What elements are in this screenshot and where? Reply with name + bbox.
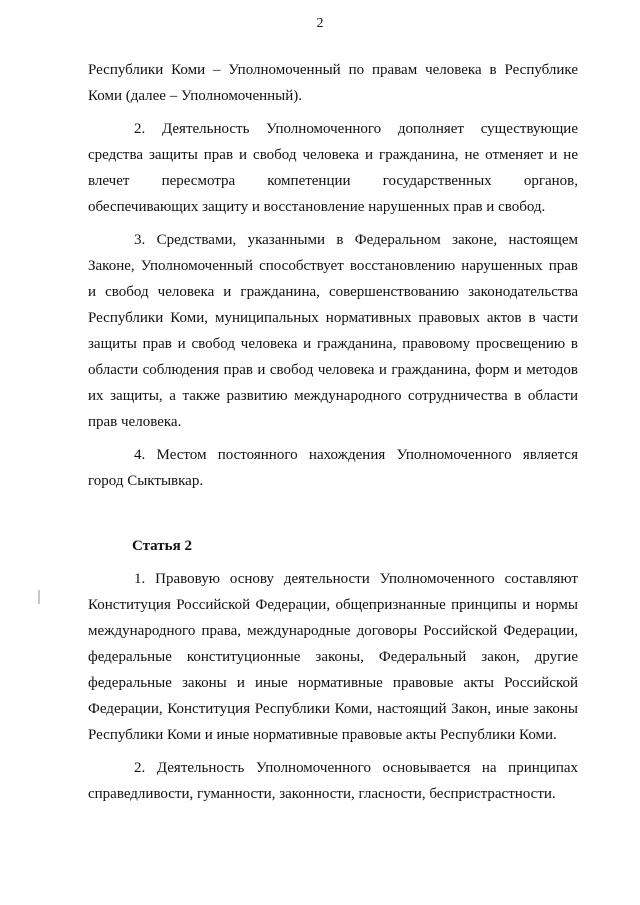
article-2-paragraph-1: 1. Правовую основу деятельности Уполномоченного составляют Конституция Российской Федерации, общепризнанные принципы и нормы международного права, международные договоры Российской Федерации, федеральные конституционные законы, Федеральный закон, другие федеральные законы и иные нормативные правовые акты Российской Федерации, Конституция Республики Коми, настоящий Закон, иные законы Республики Коми и иные нормативные правовые акты Республики Коми. [88,571,578,743]
paragraph-item-2: 2. Деятельность Уполномоченного дополняет существующие средства защиты прав и свобод человека и гражданина, не отменяет и не влечет пересмотра компетенции государственных органов, обеспечивающих защиту и восстановление нарушенных прав и свобод. [88,121,578,215]
paragraph-continuation: Республики Коми – Уполномоченный по правам человека в Республике Коми (далее – Уполномоченный). [88,62,578,104]
article-2-paragraph-2: 2. Деятельность Уполномоченного основывается на принципах справедливости, гуманности, законности, гласности, беспристрастности. [88,760,578,802]
scan-margin-mark [38,590,40,604]
paragraph-item-3: 3. Средствами, указанными в Федеральном законе, настоящем Законе, Уполномоченный способствует восстановлению нарушенных прав и свобод человека и гражданина, совершенствованию законодательства Республики Коми, муниципальных нормативных правовых актов в части защиты прав и свобод человека и гражданина, правовому просвещению в области соблюдения прав и свобод человека и гражданина, форм и методов их защиты, а также развитию международного сотрудничества в области прав человека. [88,232,578,430]
page-number: 2 [316,16,324,31]
paragraph-item-4: 4. Местом постоянного нахождения Уполномоченного является город Сыктывкар. [88,447,578,489]
document-body [88,57,578,814]
article-heading: Статья 2 [132,538,192,554]
